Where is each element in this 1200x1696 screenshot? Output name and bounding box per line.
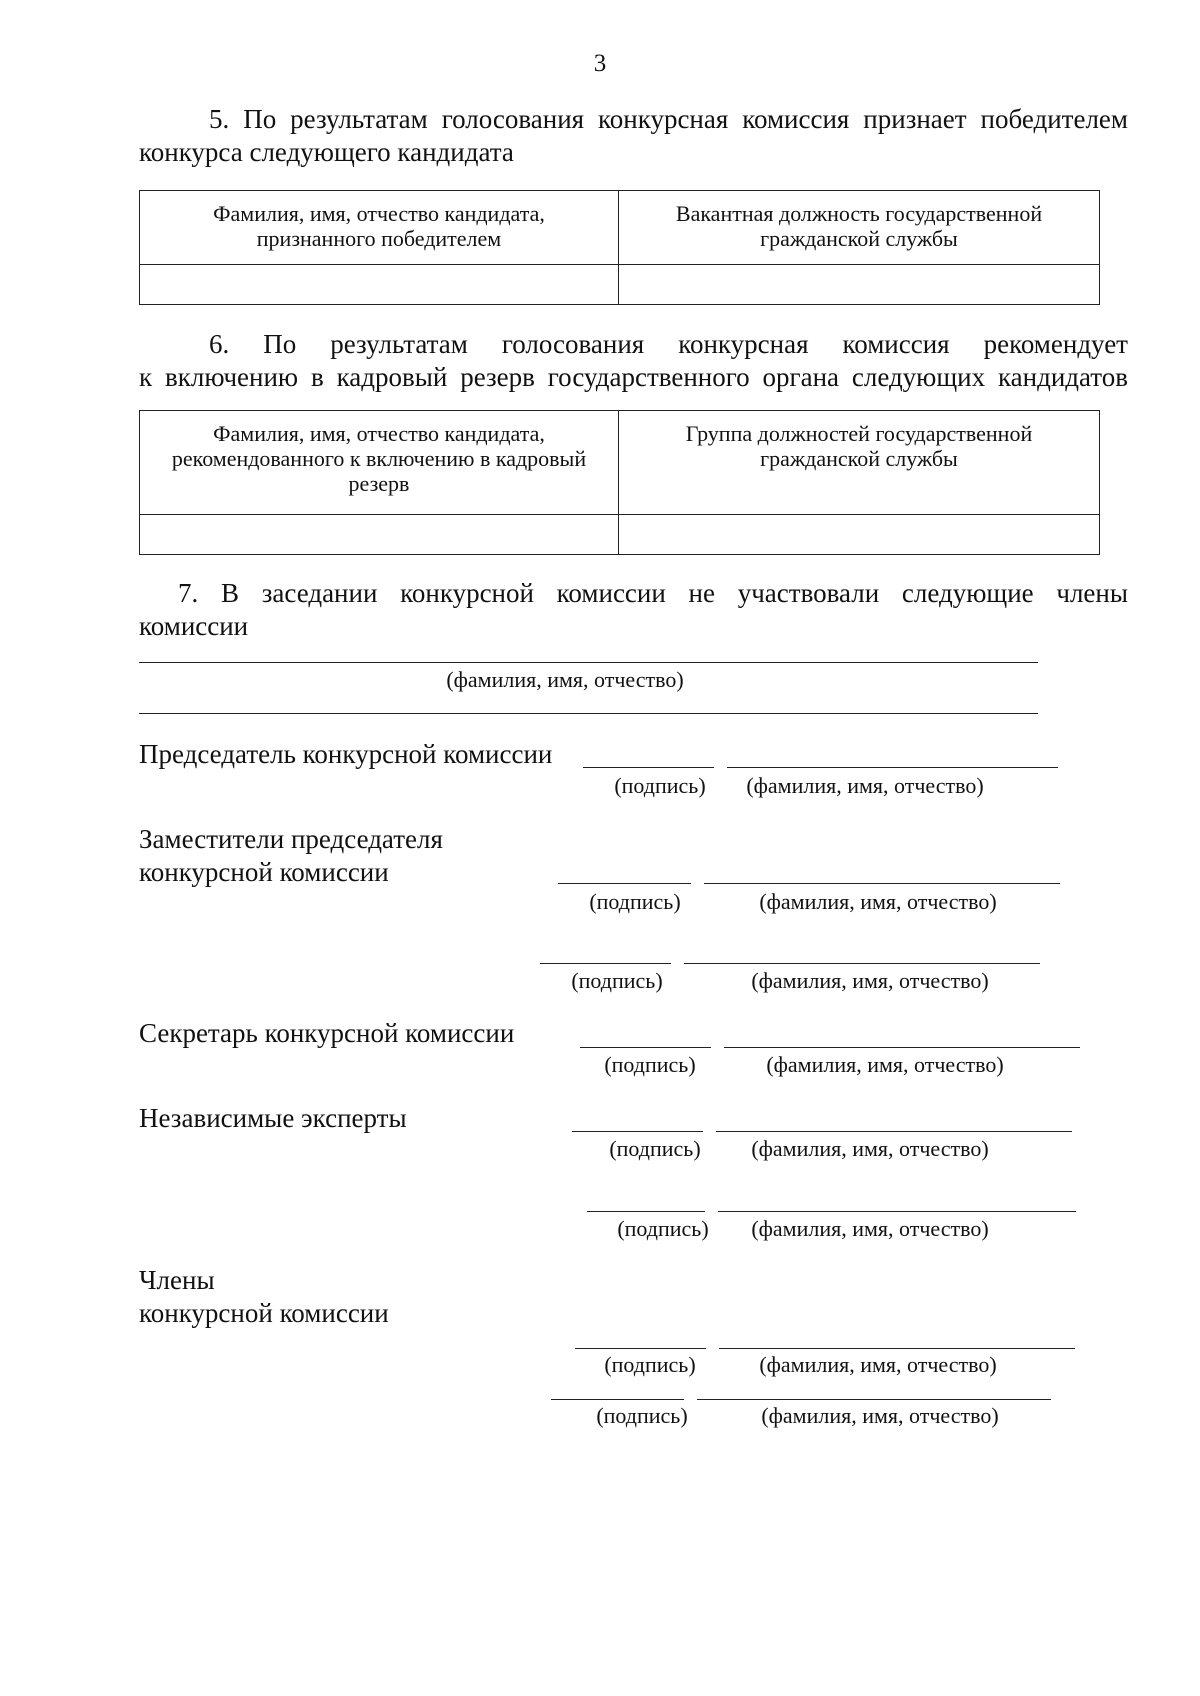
table-row [140, 515, 1100, 555]
reserve-table [139, 410, 1100, 555]
header-text: Фамилия, имя, отчество кандидата, [213, 421, 545, 446]
chairman-label: Председатель конкурсной комиссии [139, 739, 553, 769]
fio-line[interactable] [724, 1047, 1080, 1048]
table-header-cell [619, 411, 1100, 515]
members-label [139, 1264, 389, 1330]
deputies-label-line-1: Заместители председателя [139, 824, 443, 854]
signature-caption: (подпись) [614, 773, 706, 798]
deputies-label-line-2: конкурсной комиссии [139, 857, 389, 887]
fio-line[interactable] [697, 1399, 1051, 1400]
table-cell-empty[interactable] [619, 265, 1100, 305]
fio-caption: (фамилия, имя, отчество) [761, 1403, 999, 1428]
section-7-paragraph [139, 577, 1128, 643]
fio-line[interactable] [719, 1348, 1075, 1349]
signature-line[interactable] [575, 1348, 706, 1349]
members-label-line-2: конкурсной комиссии [139, 1298, 389, 1328]
signature-caption: (подпись) [596, 1403, 688, 1428]
signature-line[interactable] [558, 883, 691, 884]
section-7-line-2: комиссии [139, 611, 249, 641]
header-text: признанного победителем [256, 226, 502, 251]
signature-caption: (подпись) [589, 889, 681, 914]
section-6-line-1: 6. По результатам голосования конкурсная комиссия рекомендует [209, 329, 1128, 359]
signature-caption: (подпись) [604, 1352, 696, 1377]
signature-caption: (подпись) [604, 1052, 696, 1077]
members-label-line-1: Члены [139, 1265, 215, 1295]
experts-label: Независимые эксперты [139, 1103, 407, 1133]
fio-line[interactable] [727, 767, 1058, 768]
table-header-row [140, 191, 1100, 265]
header-text: резерв [348, 471, 410, 496]
table-header-cell [619, 191, 1100, 265]
signature-line[interactable] [580, 1047, 711, 1048]
signature-caption: (подпись) [617, 1216, 709, 1241]
header-text: Фамилия, имя, отчество кандидата, [213, 201, 545, 226]
table-cell-empty[interactable] [140, 265, 619, 305]
section-5-paragraph [139, 103, 1128, 169]
fio-caption: (фамилия, имя, отчество) [766, 1052, 1004, 1077]
header-text: рекомендованного к включению в кадровый [171, 446, 587, 471]
fio-line[interactable] [716, 1131, 1072, 1132]
header-text: Группа должностей государственной [685, 421, 1033, 446]
signature-caption: (подпись) [609, 1136, 701, 1161]
secretary-label: Секретарь конкурсной комиссии [139, 1018, 515, 1048]
header-text: гражданской службы [760, 446, 958, 471]
fio-caption: (фамилия, имя, отчество) [759, 1352, 997, 1377]
fio-line[interactable] [718, 1211, 1076, 1212]
page-number: 3 [593, 50, 607, 77]
fio-caption: (фамилия, имя, отчество) [446, 667, 684, 692]
signature-caption: (подпись) [571, 968, 663, 993]
signature-line[interactable] [587, 1211, 705, 1212]
signature-line[interactable] [551, 1399, 684, 1400]
section-6-paragraph [139, 328, 1128, 394]
fio-caption: (фамилия, имя, отчество) [751, 1136, 989, 1161]
fio-line[interactable] [684, 963, 1040, 964]
header-text: гражданской службы [760, 226, 958, 251]
fio-line[interactable] [704, 883, 1060, 884]
table-header-row [140, 411, 1100, 515]
section-6-line-2: к включению в кадровый резерв государственного органа следующих кандидатов [139, 362, 1128, 392]
section-5-line-1: 5. По результатам голосования конкурсная комиссия признает победителем [209, 104, 1128, 134]
deputies-label [139, 823, 443, 889]
section-7-line-1: 7. В заседании конкурсной комиссии не участвовали следующие члены [178, 578, 1128, 608]
signature-line[interactable] [583, 767, 714, 768]
table-header-cell [140, 411, 619, 515]
fio-caption: (фамилия, имя, отчество) [746, 773, 984, 798]
fio-caption: (фамилия, имя, отчество) [759, 889, 997, 914]
table-cell-empty[interactable] [140, 515, 619, 555]
absent-members-line[interactable] [139, 713, 1038, 714]
winner-table [139, 190, 1100, 305]
table-header-cell [140, 191, 619, 265]
table-cell-empty[interactable] [619, 515, 1100, 555]
fio-caption: (фамилия, имя, отчество) [751, 1216, 989, 1241]
fio-caption: (фамилия, имя, отчество) [751, 968, 989, 993]
table-row [140, 265, 1100, 305]
section-5-line-2: конкурса следующего кандидата [139, 137, 514, 167]
signature-line[interactable] [572, 1131, 703, 1132]
absent-members-line[interactable] [139, 662, 1038, 663]
signature-line[interactable] [540, 963, 671, 964]
header-text: Вакантная должность государственной [675, 201, 1043, 226]
